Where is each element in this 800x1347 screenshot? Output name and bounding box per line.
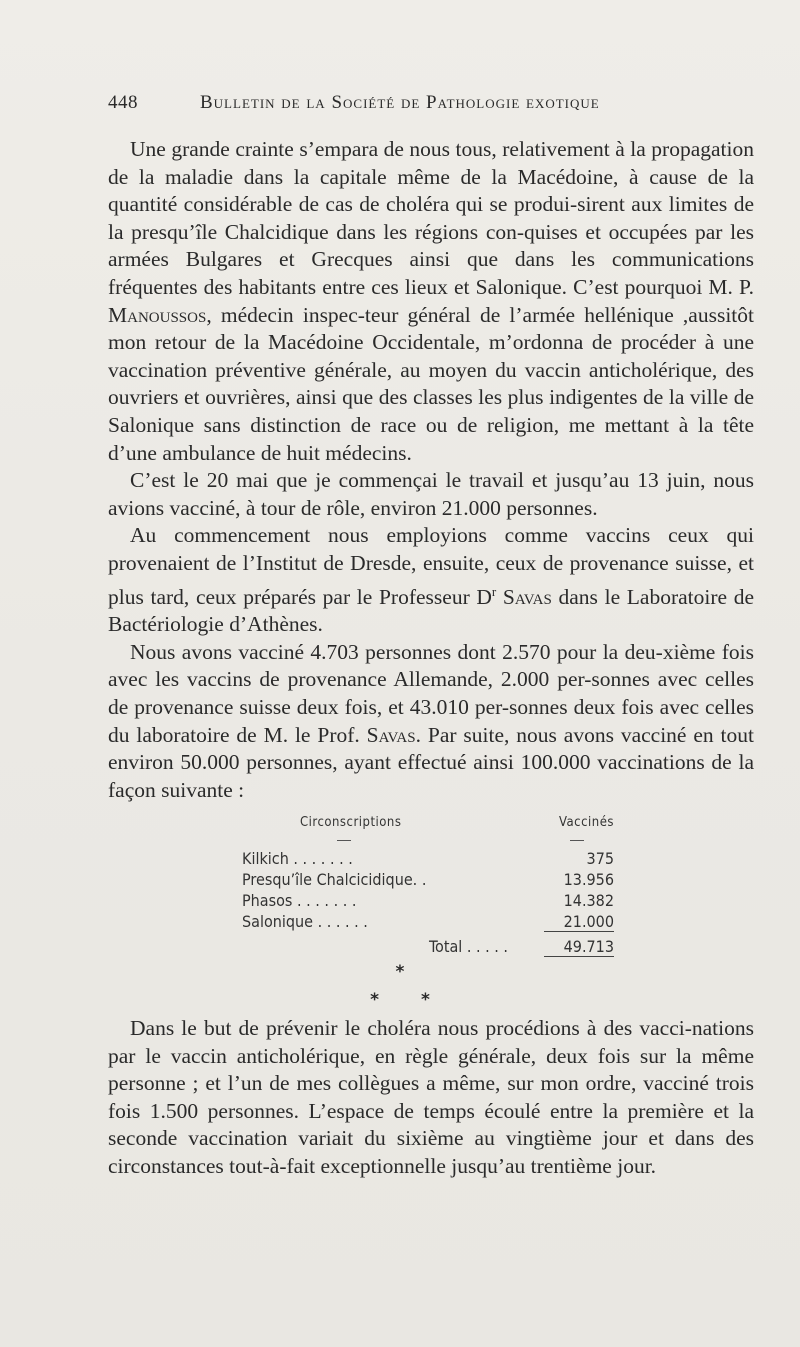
table-row: [242, 848, 614, 869]
row-label: Presqu’île Chalcicidique. .: [242, 870, 427, 889]
paragraph-1-text: Une grande crainte s’empara de nous tous, relativement à la propagation de la maladie dans la capitale même de la Macédoine, à cause de la quantité considérable de cas de choléra qui se produi-sirent aux limites de la presqu’île Chalcidique dans les régions con-quises et occupées par les armées Bulgares et Grecques ainsi que dans les communications fréquentes des habitants entre ces lieux et Salonique. C’est pourquoi M. P.: [108, 137, 754, 299]
table-row: [242, 911, 614, 932]
page-number: 448: [108, 92, 138, 113]
paragraph-1-text-cont: , médecin inspec-teur général de l’armée hellénique ,aussitôt mon retour de la Macédoine Occidentale, m’ordonna de procéder à une vaccination préventive générale, au moyen du vaccin anticholérique, des ouvriers et ouvrières, ainsi que des classes les plus indigentes de la ville de Salonique sans distinction de race ou de religion, me mettant à la tête d’une ambulance de huit médecins.: [108, 302, 754, 465]
name-savas: Savas: [496, 584, 552, 609]
paragraph-3-text: Au commencement nous employions comme vaccins ceux qui provenaient de l’Institut de Dresde, ensuite, ceux de provenance suisse, et plus tard, ceux préparés par le Professeur D: [108, 523, 754, 609]
row-value: 375: [586, 849, 614, 868]
row-value: 21.000: [544, 911, 614, 932]
paragraph-3-text-cont: dans le Laboratoire de Bactériologie d’Athènes.: [108, 584, 754, 637]
main-text: [108, 136, 754, 804]
total-label: Total . . . . .: [428, 937, 508, 956]
paragraph-1: [108, 136, 754, 467]
doctor-superscript: r: [491, 583, 497, 599]
row-label: Kilkich . . . . . . .: [242, 849, 353, 868]
total-value: 49.713: [544, 936, 614, 957]
paragraph-4: [108, 639, 754, 805]
asterism-top: *: [395, 962, 405, 982]
row-value: 14.382: [563, 891, 614, 910]
row-label: Salonique . . . . . .: [242, 912, 368, 931]
running-header: [108, 92, 740, 114]
asterism-bottom: * *: [370, 990, 448, 1010]
paragraph-2: C’est le 20 mai que je commençai le travail et jusqu’au 13 juin, nous avions vacciné, à tour de rôle, environ 21.000 personnes.: [108, 468, 754, 520]
table-total-row: [242, 936, 614, 957]
paragraph-3: [108, 522, 754, 639]
header-rules: [242, 830, 614, 848]
name-savas-2: Savas: [366, 722, 416, 747]
col-vaccines: Vaccinés: [559, 815, 614, 830]
table-row: [242, 869, 614, 890]
closing-text: [108, 1015, 754, 1181]
running-title: Bulletin de la Société de Pathologie exotique: [200, 92, 600, 113]
paragraph-4-text: Nous avons vacciné 4.703 personnes dont 2.570 pour la deu-xième fois avec les vaccins de provenance Allemande, 2.000 per-sonnes avec celles de provenance suisse deux fois, et 43.010 per-sonnes deux fois avec celles du laboratoire de M. le Prof.: [108, 639, 754, 747]
asterism-separator: [0, 958, 800, 1014]
vaccination-table: [242, 815, 614, 957]
row-value: 13.956: [563, 870, 614, 889]
paragraph-4-text-cont: . Par suite, nous avons vacciné en tout environ 50.000 personnes, ayant effectué ainsi 100.000 vaccinations de la façon suivante :: [108, 722, 754, 802]
name-manoussos: Manoussos: [108, 302, 207, 327]
table-header: [242, 815, 614, 830]
row-label: Phasos . . . . . . .: [242, 891, 357, 910]
col-circonscriptions: Circonscriptions: [300, 815, 402, 830]
table-row: [242, 890, 614, 911]
paragraph-5: Dans le but de prévenir le choléra nous procédions à des vacci-nations par le vaccin anticholérique, en règle générale, deux fois sur la même personne ; et l’un de mes collègues a même, sur mon ordre, vacciné trois fois 1.500 personnes. L’espace de temps écoulé entre la première et la seconde vaccination variait du sixième au vingtième jour et dans des circonstances tout-à-fait exceptionnelle jusqu’au trentième jour.: [108, 1016, 754, 1178]
